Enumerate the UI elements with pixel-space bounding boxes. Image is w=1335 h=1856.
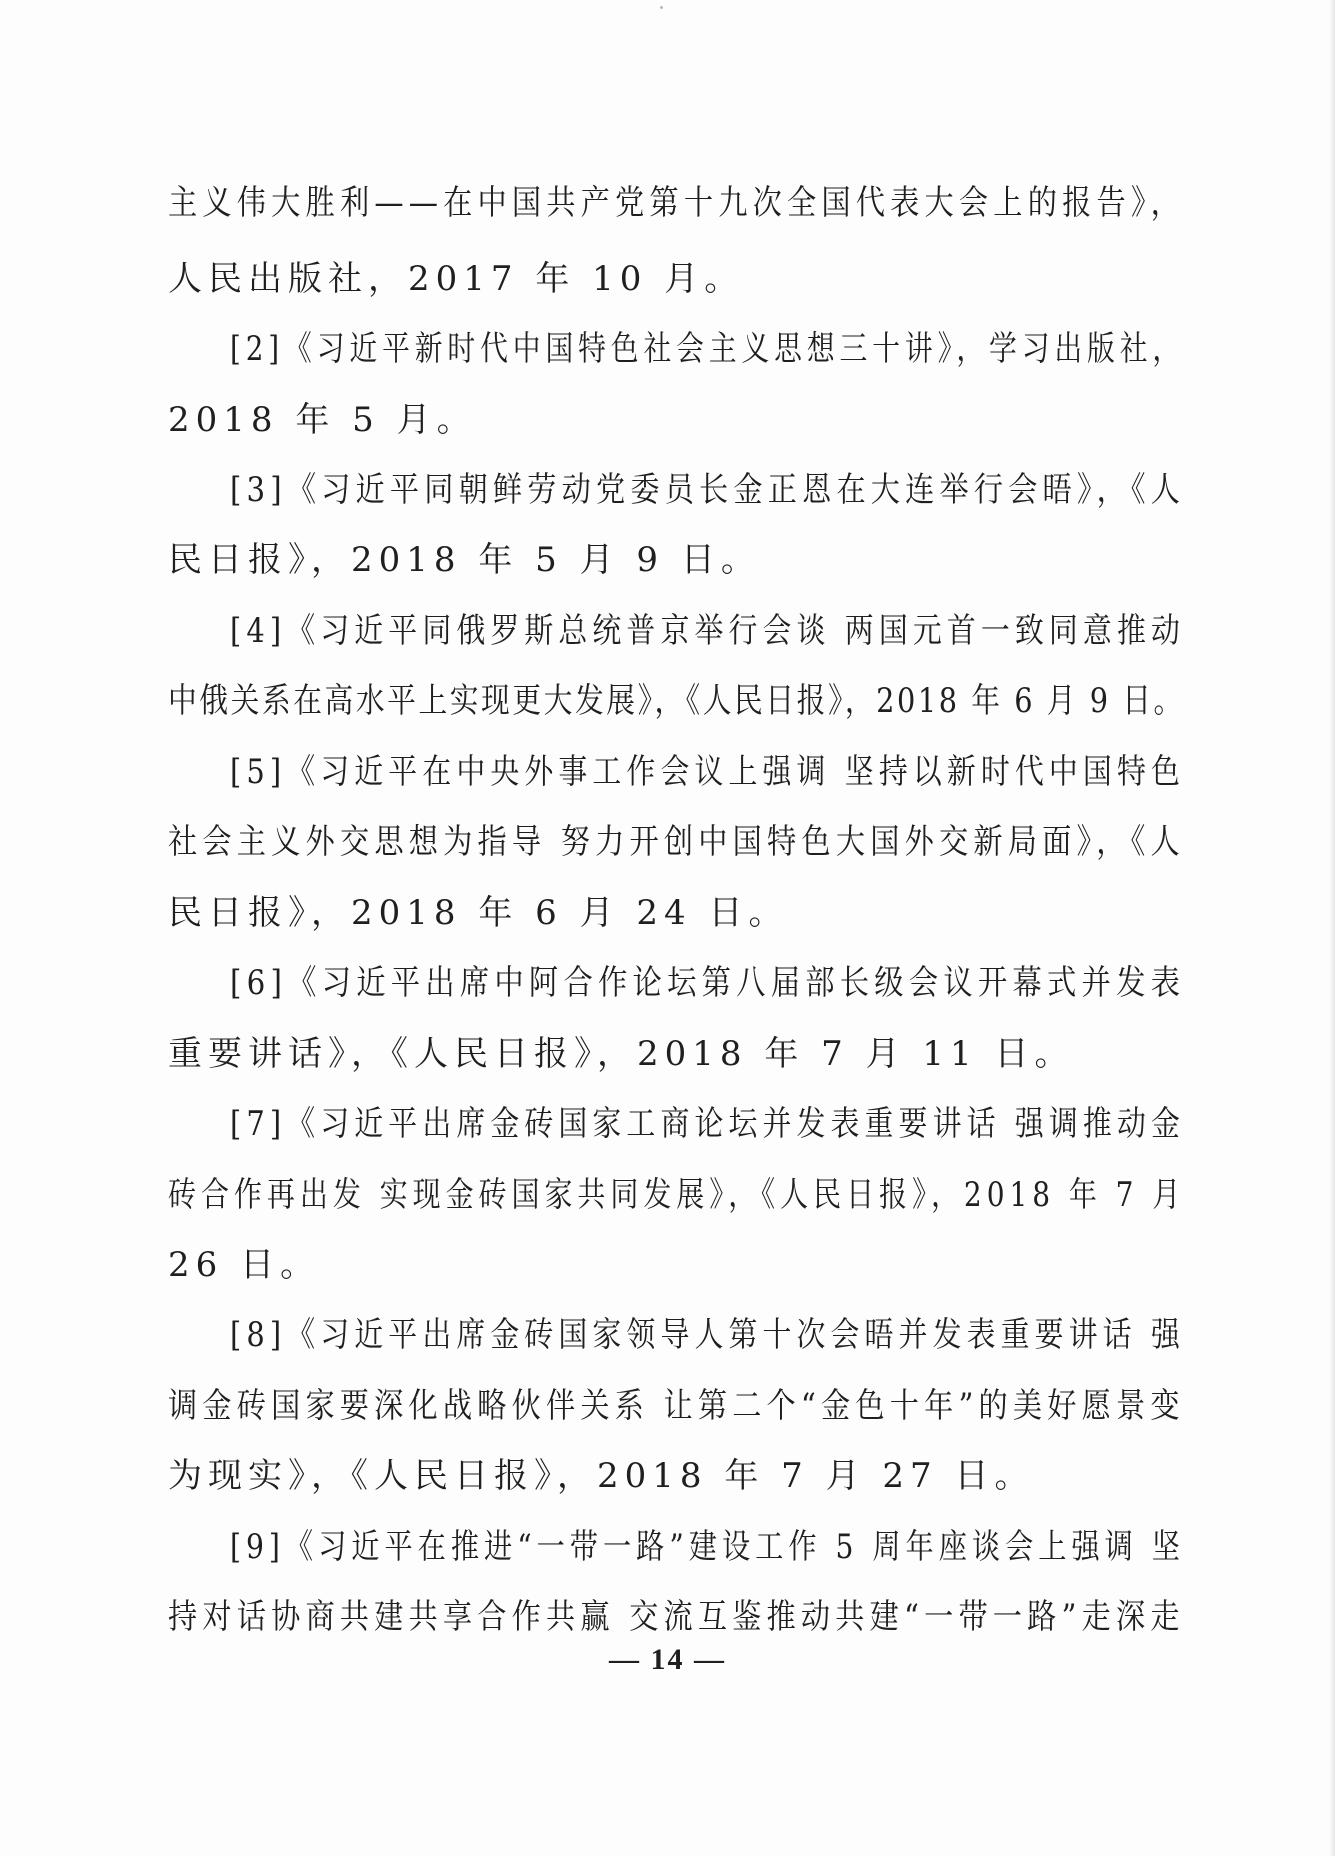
reference-3-line-2: 民日报》，2018 年 5 月 9 日。 [168, 540, 761, 580]
reference-7-line-3: 26 日。 [168, 1245, 321, 1285]
reference-6-line-1: [6]《习近平出席中阿合作论坛第八届部长级会议开幕式并发表 [230, 963, 1186, 1003]
reference-4-line-2: 中俄关系在高水平上实现更大发展》，《人民日报》，2018 年 6 月 9 日。 [168, 681, 1185, 721]
reference-6-line-2: 重要讲话》，《人民日报》，2018 年 7 月 11 日。 [168, 1034, 1075, 1074]
reference-8-line-3: 为现实》，《人民日报》，2018 年 7 月 27 日。 [168, 1456, 1035, 1496]
reference-7-line-2: 砖合作再出发 实现金砖国家共同发展》，《人民日报》，2018 年 7 月 [168, 1175, 1186, 1215]
scan-speck [660, 6, 663, 9]
reference-3-line-1: [3]《习近平同朝鲜劳动党委员长金正恩在大连举行会晤》，《人 [230, 470, 1186, 510]
reference-4-line-1: [4]《习近平同俄罗斯总统普京举行会谈 两国元首一致同意推动 [230, 611, 1185, 651]
reference-7-line-1: [7]《习近平出席金砖国家工商论坛并发表重要讲话 强调推动金 [230, 1104, 1185, 1144]
reference-9-line-2: 持对话协商共建共享合作共赢 交流互鉴推动共建“一带一路”走深走 [168, 1597, 1185, 1637]
reference-2-line-1: [2]《习近平新时代中国特色社会主义思想三十讲》，学习出版社， [230, 329, 1186, 369]
text-line: 人民出版社，2017 年 10 月。 [168, 259, 745, 299]
text-line: 主义伟大胜利——在中国共产党第十九次全国代表大会上的报告》， [168, 183, 1186, 223]
reference-8-line-2: 调金砖国家要深化战略伙伴关系 让第二个“金色十年”的美好愿景变 [168, 1386, 1185, 1426]
reference-5-line-2: 社会主义外交思想为指导 努力开创中国特色大国外交新局面》，《人 [168, 822, 1185, 862]
reference-5-line-3: 民日报》，2018 年 6 月 24 日。 [168, 893, 789, 933]
reference-9-line-1: [9]《习近平在推进“一带一路”建设工作 5 周年座谈会上强调 坚 [230, 1527, 1185, 1567]
reference-5-line-1: [5]《习近平在中央外事工作会议上强调 坚持以新时代中国特色 [230, 752, 1185, 792]
page-number: — 14 — [609, 1643, 726, 1676]
reference-2-line-2: 2018 年 5 月。 [168, 400, 477, 440]
page-edge-shadow [1329, 0, 1335, 1856]
reference-8-line-1: [8]《习近平出席金砖国家领导人第十次会晤并发表重要讲话 强 [230, 1315, 1185, 1355]
